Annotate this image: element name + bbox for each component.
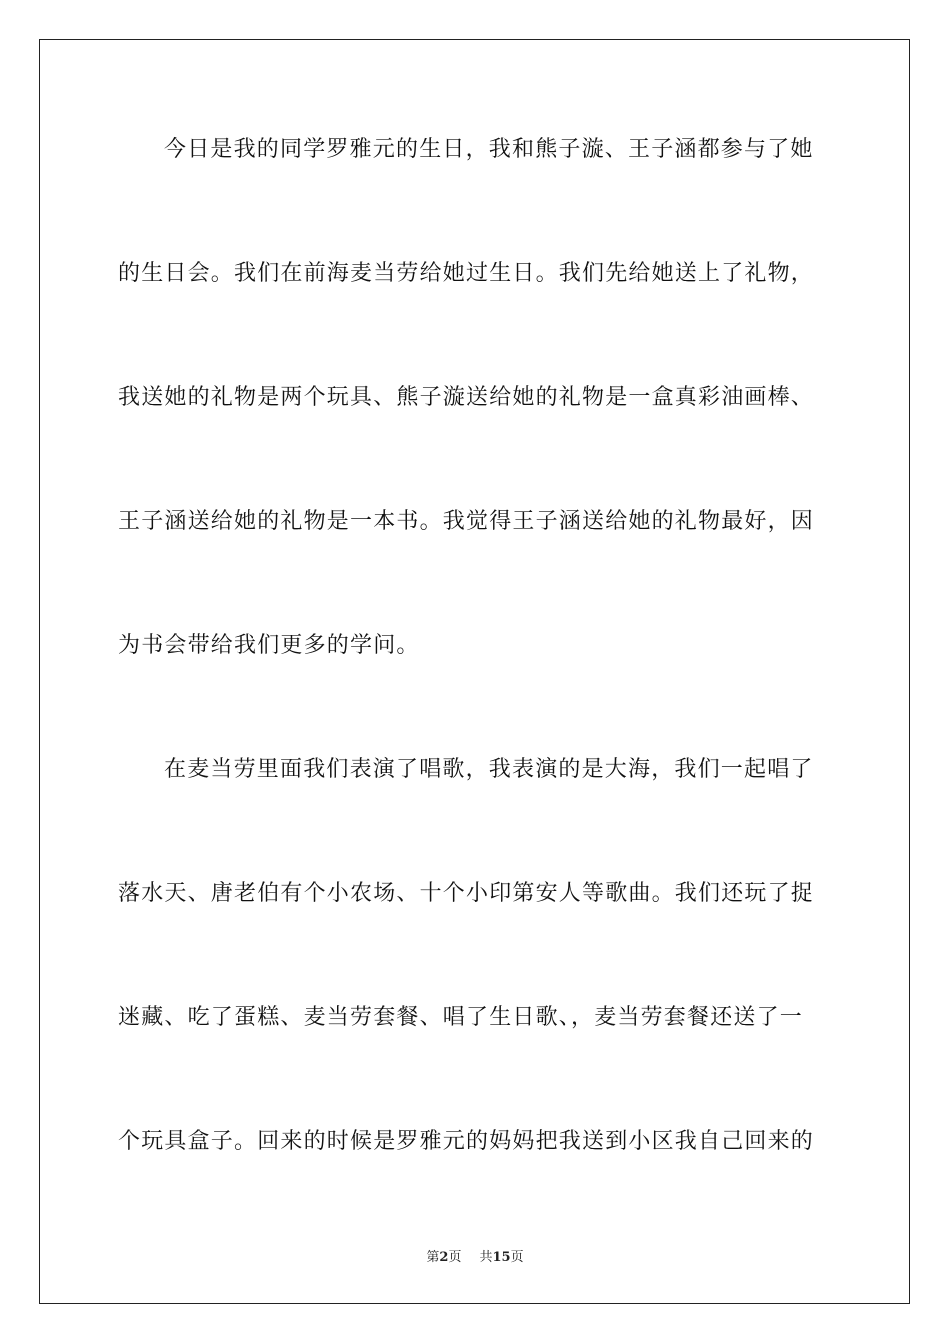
page-suffix: 页: [448, 1250, 462, 1265]
page-number: 2: [439, 1250, 449, 1265]
page-footer: [0, 1246, 950, 1265]
paragraph-1-line-4: 王子涵送给她的礼物是一本书。我觉得王子涵送给她的礼物最好，因: [118, 509, 815, 534]
paragraph-1-line-5: 为书会带给我们更多的学问。: [118, 633, 420, 658]
paragraph-1-line-3: 我送她的礼物是两个玩具、熊子漩送给她的礼物是一盒真彩油画棒、: [118, 385, 815, 410]
paragraph-2-line-3: 迷藏、吃了蛋糕、麦当劳套餐、唱了生日歌、，麦当劳套餐还送了一: [118, 1005, 804, 1030]
page-border: [39, 39, 910, 1304]
total-pages: 15: [492, 1250, 511, 1265]
paragraph-2-line-4: 个玩具盒子。回来的时候是罗雅元的妈妈把我送到小区我自己回来的: [118, 1129, 815, 1154]
paragraph-2-line-1: 在麦当劳里面我们表演了唱歌，我表演的是大海，我们一起唱了: [164, 757, 814, 782]
total-suffix: 页: [510, 1250, 524, 1265]
paragraph-2-line-2: 落水天、唐老伯有个小农场、十个小印第安人等歌曲。我们还玩了捉: [118, 881, 815, 906]
total-prefix: 共: [479, 1250, 493, 1265]
paragraph-1-line-2: 的生日会。我们在前海麦当劳给她过生日。我们先给她送上了礼物，: [118, 261, 815, 286]
page-prefix: 第: [426, 1250, 440, 1265]
paragraph-1-line-1: 今日是我的同学罗雅元的生日，我和熊子漩、王子涵都参与了她: [164, 137, 814, 162]
